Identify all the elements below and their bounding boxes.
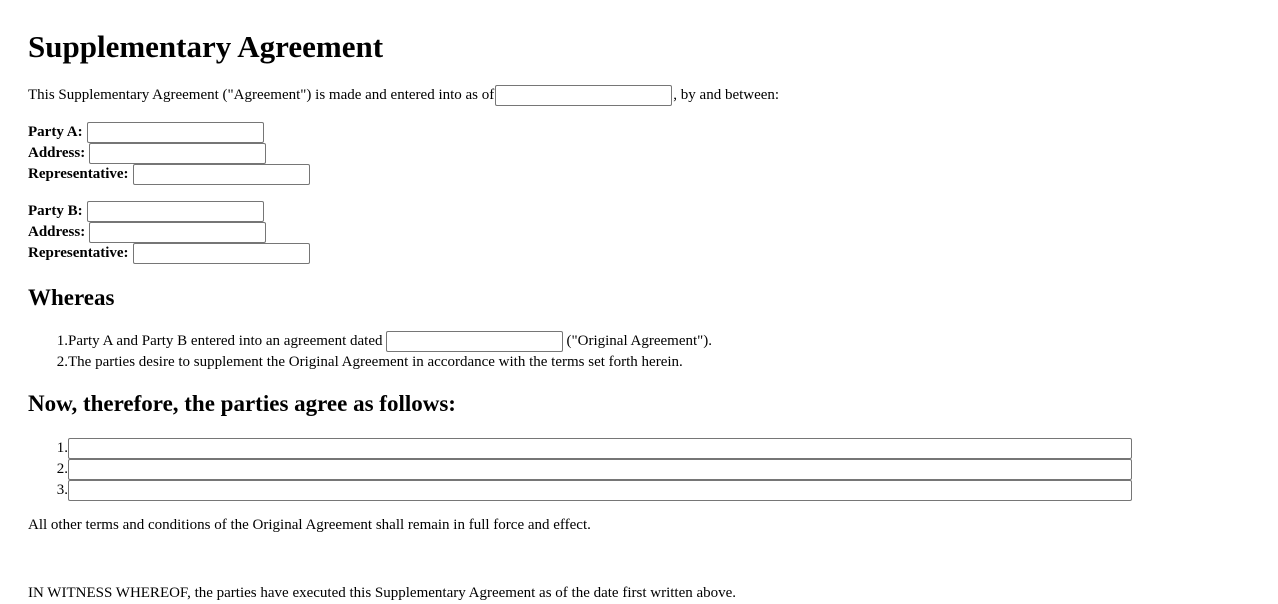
term-item-3 (28, 480, 1133, 501)
page-title: Supplementary Agreement (28, 29, 384, 64)
term-item-2-number: 2. (56, 461, 68, 477)
party-a-row (28, 122, 265, 143)
whereas-item-2-number: 2. (56, 354, 68, 370)
party-a-input[interactable] (87, 122, 264, 143)
term-2-input[interactable] (68, 459, 1132, 480)
party-b-representative-label: Representative: (28, 245, 129, 261)
whereas-item-1-text-after: ("Original Agreement"). (566, 333, 713, 349)
party-a-address-row (28, 143, 267, 164)
whereas-heading: Whereas (28, 285, 115, 310)
original-agreement-date-input[interactable] (386, 331, 563, 352)
remain-clause: All other terms and conditions of the Original Agreement shall remain in full force and effect. (28, 517, 591, 533)
whereas-item-1 (28, 331, 712, 352)
witness-clause: IN WITNESS WHEREOF, the parties have executed this Supplementary Agreement as of the date first written above. (28, 585, 737, 601)
party-b-address-label: Address: (28, 224, 86, 240)
party-a-label: Party A: (28, 124, 83, 140)
party-a-representative-row (28, 164, 311, 185)
party-b-representative-input[interactable] (133, 243, 310, 264)
term-item-1-number: 1. (56, 440, 68, 456)
whereas-item-2-text: The parties desire to supplement the Original Agreement in accordance with the terms set forth herein. (68, 354, 683, 370)
party-a-address-input[interactable] (89, 143, 266, 164)
whereas-item-2 (28, 352, 683, 373)
term-item-2 (28, 459, 1133, 480)
party-a-representative-input[interactable] (133, 164, 310, 185)
party-b-representative-row (28, 243, 311, 264)
intro-text-after: , by and between: (673, 87, 780, 103)
party-b-address-input[interactable] (89, 222, 266, 243)
party-b-row (28, 201, 265, 222)
term-item-3-number: 3. (56, 482, 68, 498)
term-1-input[interactable] (68, 438, 1132, 459)
agreement-date-input[interactable] (495, 85, 672, 106)
party-b-address-row (28, 222, 267, 243)
whereas-item-1-number: 1. (56, 333, 68, 349)
party-a-address-label: Address: (28, 145, 86, 161)
party-b-input[interactable] (87, 201, 264, 222)
intro-paragraph (28, 85, 779, 106)
term-3-input[interactable] (68, 480, 1132, 501)
whereas-item-1-text-before: Party A and Party B entered into an agreement dated (68, 333, 383, 349)
intro-text-before: This Supplementary Agreement ("Agreement") is made and entered into as of (28, 87, 495, 103)
party-a-representative-label: Representative: (28, 166, 129, 182)
party-b-label: Party B: (28, 203, 83, 219)
terms-heading: Now, therefore, the parties agree as follows: (28, 391, 456, 416)
term-item-1 (28, 438, 1133, 459)
